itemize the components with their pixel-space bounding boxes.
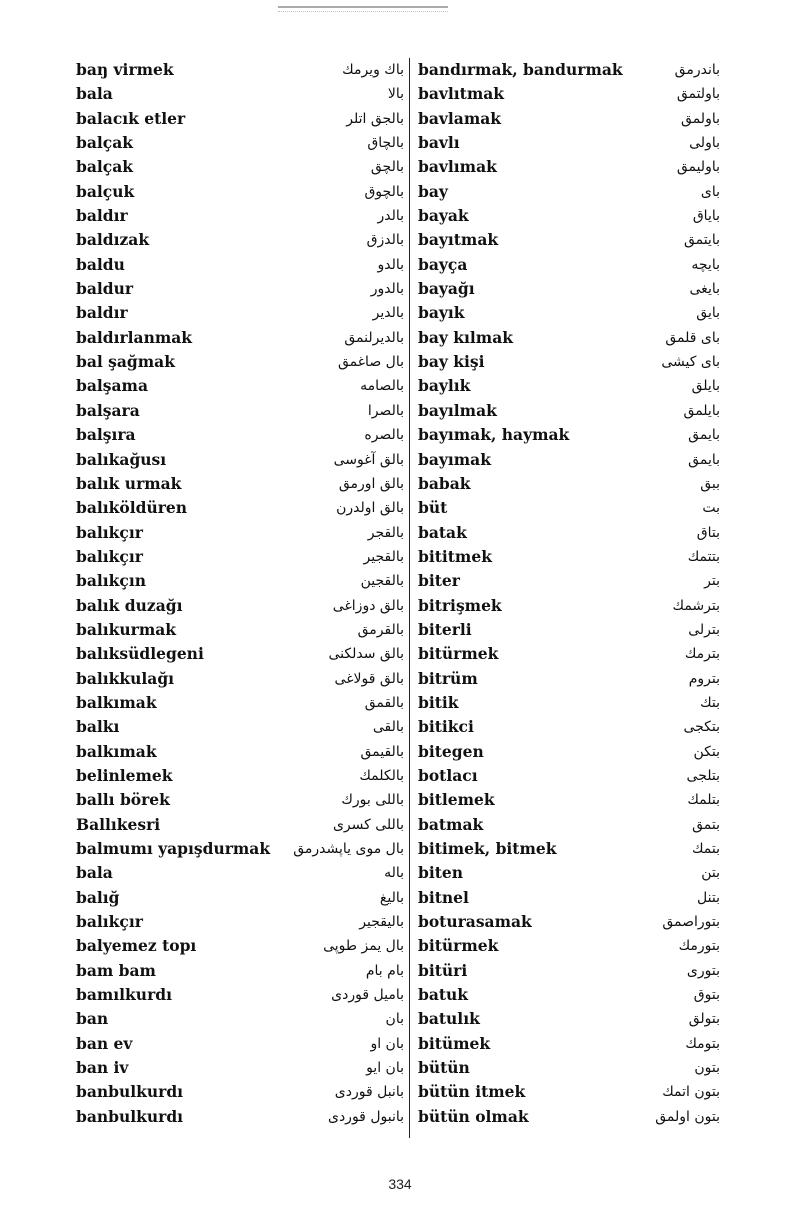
entry-row — [418, 668, 720, 692]
entry-transliteration: balıkağusı — [76, 449, 167, 469]
entry-ottoman-script: بالقيمق — [360, 743, 404, 760]
entry-ottoman-script: بايلق — [691, 378, 720, 395]
entry-transliteration: Ballıkesri — [76, 814, 161, 834]
entry-transliteration: bitlemek — [418, 790, 495, 810]
entry-row — [418, 254, 720, 278]
entry-row — [76, 156, 404, 180]
entry-ottoman-script: بتروم — [688, 670, 720, 687]
entry-ottoman-script: بتوری — [686, 962, 720, 979]
entry-row — [76, 108, 404, 132]
entry-transliteration: batulık — [418, 1009, 480, 1029]
entry-ottoman-script: باولی — [689, 135, 720, 152]
entry-transliteration: belinlemek — [76, 765, 173, 785]
entry-ottoman-script: باولتمق — [676, 86, 720, 103]
entry-transliteration: bala — [76, 84, 113, 104]
entry-row — [76, 473, 404, 497]
entry-ottoman-script: بالدر — [377, 208, 404, 225]
entry-row — [76, 862, 404, 886]
entry-row — [76, 205, 404, 229]
entry-ottoman-script: بتورمك — [678, 938, 720, 955]
entry-transliteration: bitegen — [418, 741, 484, 761]
entry-row — [418, 83, 720, 107]
entry-row — [418, 716, 720, 740]
entry-row — [76, 375, 404, 399]
entry-row — [418, 449, 720, 473]
entry-ottoman-script: بتك — [700, 694, 720, 711]
entry-ottoman-script: بايچه — [691, 256, 720, 273]
entry-transliteration: baylık — [418, 376, 471, 396]
entry-row — [418, 546, 720, 570]
entry-ottoman-script: بالقجير — [363, 548, 404, 565]
entry-row — [418, 327, 720, 351]
left-column — [76, 59, 404, 1130]
entry-transliteration: babak — [418, 473, 471, 493]
entry-ottoman-script: بايق — [696, 305, 720, 322]
entry-row — [418, 692, 720, 716]
entry-transliteration: botlacı — [418, 765, 478, 785]
entry-ottoman-script: باولمق — [681, 110, 720, 127]
entry-row — [76, 935, 404, 959]
entry-row — [76, 1106, 404, 1130]
entry-transliteration: baldır — [76, 303, 128, 323]
entry-ottoman-script: بالصره — [364, 427, 404, 444]
entry-row — [76, 254, 404, 278]
entry-row — [418, 497, 720, 521]
entry-row — [418, 984, 720, 1008]
entry-ottoman-script: بتمك — [691, 841, 720, 857]
entry-transliteration: baldızak — [76, 230, 150, 250]
page-number: 334 — [388, 1176, 412, 1192]
entry-ottoman-script: بتلجی — [686, 767, 720, 784]
entry-transliteration: ban iv — [76, 1058, 129, 1078]
entry-transliteration: balıköldüren — [76, 498, 188, 518]
entry-ottoman-script: بالچوق — [364, 183, 404, 200]
entry-row — [76, 887, 404, 911]
entry-transliteration: bavlı — [418, 133, 460, 153]
entry-transliteration: bitnel — [418, 887, 469, 907]
entry-row — [76, 1008, 404, 1032]
entry-row — [76, 83, 404, 107]
entry-row — [418, 351, 720, 375]
entry-row — [418, 205, 720, 229]
entry-ottoman-script: بالصامه — [360, 378, 404, 395]
entry-transliteration: biter — [418, 571, 460, 591]
entry-transliteration: bayılmak — [418, 400, 497, 420]
entry-row — [76, 643, 404, 667]
entry-ottoman-script: بتتمك — [687, 548, 720, 565]
entry-row — [418, 1008, 720, 1032]
entry-row — [76, 522, 404, 546]
entry-ottoman-script: بان ايو — [366, 1060, 404, 1077]
entry-row — [418, 838, 720, 862]
entry-transliteration: bay kılmak — [418, 327, 513, 347]
entry-row — [418, 741, 720, 765]
entry-ottoman-script: بالق آغوسی — [333, 451, 404, 468]
entry-transliteration: bay kişi — [418, 352, 485, 372]
entry-ottoman-script: باميل قوردی — [331, 987, 404, 1004]
entry-ottoman-script: باليقجير — [359, 914, 404, 931]
entry-ottoman-script: باليغ — [379, 889, 404, 906]
entry-transliteration: bitrişmek — [418, 595, 502, 615]
entry-ottoman-script: بالكلمك — [359, 767, 404, 784]
entry-transliteration: balıksüdlegeni — [76, 644, 204, 664]
entry-transliteration: batak — [418, 522, 467, 542]
entry-transliteration: bitüri — [418, 960, 468, 980]
entry-ottoman-script: باندرمق — [674, 62, 720, 78]
entry-ottoman-script: بتومك — [685, 1035, 720, 1052]
top-rule — [278, 6, 448, 12]
entry-ottoman-script: بتون اتمك — [662, 1084, 720, 1101]
entry-ottoman-script: بتولق — [688, 1011, 720, 1028]
entry-row — [76, 911, 404, 935]
entry-transliteration: balkımak — [76, 741, 157, 761]
entry-row — [76, 692, 404, 716]
entry-transliteration: bavlıtmak — [418, 84, 505, 104]
entry-ottoman-script: بتكجی — [683, 719, 720, 736]
entry-transliteration: balşama — [76, 376, 148, 396]
entry-transliteration: ban ev — [76, 1033, 133, 1053]
entry-row — [418, 1033, 720, 1057]
entry-row — [418, 814, 720, 838]
entry-transliteration: batmak — [418, 814, 484, 834]
entry-row — [76, 497, 404, 521]
entry-transliteration: balçuk — [76, 181, 135, 201]
entry-ottoman-script: بتمق — [692, 816, 720, 833]
entry-transliteration: biterli — [418, 619, 472, 639]
entry-row — [418, 156, 720, 180]
entry-transliteration: banbulkurdı — [76, 1082, 184, 1102]
entry-transliteration: balacık etler — [76, 108, 186, 128]
entry-transliteration: ban — [76, 1009, 109, 1029]
entry-ottoman-script: بايمق — [688, 451, 720, 468]
entry-row — [76, 400, 404, 424]
entry-transliteration: bayağı — [418, 279, 475, 299]
entry-transliteration: balığ — [76, 887, 120, 907]
entry-row — [418, 278, 720, 302]
entry-ottoman-script: بتون — [694, 1060, 720, 1077]
column-divider — [409, 58, 410, 1138]
entry-row — [76, 716, 404, 740]
entry-ottoman-script: بالق اورمق — [338, 475, 404, 492]
entry-transliteration: ballı börek — [76, 790, 170, 810]
entry-row — [76, 449, 404, 473]
entry-transliteration: bayak — [418, 206, 469, 226]
entry-transliteration: banbulkurdı — [76, 1106, 184, 1126]
entry-row — [76, 302, 404, 326]
entry-row — [76, 132, 404, 156]
entry-ottoman-script: بالق اولدرن — [336, 500, 404, 517]
entry-transliteration: bay — [418, 181, 448, 201]
entry-row — [76, 984, 404, 1008]
entry-transliteration: bitrüm — [418, 668, 478, 688]
entry-transliteration: balıkçır — [76, 522, 143, 542]
entry-transliteration: bayımak — [418, 449, 491, 469]
entry-transliteration: baldur — [76, 279, 134, 299]
entry-row — [418, 789, 720, 813]
entry-transliteration: bitik — [418, 692, 459, 712]
entry-transliteration: bavlımak — [418, 157, 497, 177]
entry-row — [418, 181, 720, 205]
entry-ottoman-script: بايلمق — [683, 402, 720, 419]
entry-transliteration: bayıtmak — [418, 230, 499, 250]
entry-ottoman-script: بتنل — [697, 889, 720, 906]
entry-ottoman-script: بای — [700, 183, 720, 200]
entry-transliteration: büt — [418, 498, 448, 518]
entry-ottoman-script: بای قلمق — [665, 329, 720, 346]
entry-ottoman-script: باك ويرمك — [342, 62, 404, 78]
entry-ottoman-script: بانبول قوردی — [327, 1108, 404, 1125]
entry-ottoman-script: بالديرلنمق — [344, 329, 404, 346]
entry-row — [418, 911, 720, 935]
right-column — [418, 59, 720, 1130]
entry-row — [76, 789, 404, 813]
entry-ottoman-script: بال موی یاپشدرمق — [293, 841, 404, 857]
entry-ottoman-script: بتر — [704, 573, 720, 590]
entry-row — [418, 887, 720, 911]
entry-row — [76, 1081, 404, 1105]
entry-ottoman-script: بالقی — [372, 719, 404, 736]
entry-ottoman-script: بان — [385, 1011, 404, 1028]
entry-ottoman-script: باللی بورك — [341, 792, 404, 809]
entry-row — [418, 1106, 720, 1130]
entry-ottoman-script: بالچاق — [367, 135, 404, 152]
entry-row — [76, 278, 404, 302]
entry-ottoman-script: بتلمك — [687, 792, 720, 809]
entry-transliteration: bütün itmek — [418, 1082, 526, 1102]
entry-transliteration: balık duzağı — [76, 595, 183, 615]
entry-row — [76, 741, 404, 765]
entry-ottoman-script: بتن — [701, 865, 720, 882]
entry-row — [418, 862, 720, 886]
entry-row — [76, 668, 404, 692]
entry-ottoman-script: باوليمق — [676, 159, 720, 176]
entry-ottoman-script: بای كيشی — [661, 354, 720, 371]
entry-transliteration: bamılkurdı — [76, 985, 172, 1005]
entry-row — [418, 570, 720, 594]
entry-row — [418, 522, 720, 546]
entry-transliteration: bütün — [418, 1058, 470, 1078]
entry-row — [418, 473, 720, 497]
entry-row — [418, 229, 720, 253]
entry-ottoman-script: بايتمق — [683, 232, 720, 249]
entry-row — [418, 375, 720, 399]
entry-transliteration: bitimek, bitmek — [418, 839, 557, 858]
entry-ottoman-script: بالجق اتلر — [346, 110, 404, 127]
entry-row — [418, 302, 720, 326]
entry-row — [76, 351, 404, 375]
entry-transliteration: biten — [418, 863, 464, 883]
entry-transliteration: balıkurmak — [76, 619, 177, 639]
entry-transliteration: balçak — [76, 133, 133, 153]
entry-ottoman-script: بالصرا — [367, 402, 404, 419]
entry-row — [76, 619, 404, 643]
entry-row — [418, 59, 720, 83]
entry-ottoman-script: بت — [702, 500, 720, 517]
entry-ottoman-script: بالق سدلكنی — [328, 646, 404, 663]
entry-ottoman-script: باله — [384, 865, 404, 882]
entry-ottoman-script: بترمك — [684, 646, 720, 663]
entry-ottoman-script: بالقجين — [360, 573, 404, 590]
entry-transliteration: balıkçır — [76, 912, 143, 932]
entry-row — [418, 424, 720, 448]
entry-ottoman-script: بايمق — [688, 427, 720, 444]
entry-row — [418, 935, 720, 959]
entry-transliteration: bayça — [418, 254, 468, 274]
entry-transliteration: bam bam — [76, 960, 156, 980]
entry-ottoman-script: بالق قولاغی — [334, 670, 404, 687]
entry-ottoman-script: بالدير — [372, 305, 404, 322]
entry-ottoman-script: بايغی — [689, 281, 720, 298]
entry-ottoman-script: بالق دوزاغی — [332, 597, 404, 614]
entry-row — [76, 424, 404, 448]
entry-ottoman-script: بالا — [387, 86, 404, 103]
entry-transliteration: bitikci — [418, 717, 474, 737]
entry-row — [76, 814, 404, 838]
entry-row — [418, 765, 720, 789]
entry-ottoman-script: بالدزق — [366, 232, 404, 249]
entry-ottoman-script: بال صاغمق — [337, 354, 404, 371]
entry-transliteration: balkı — [76, 717, 120, 737]
entry-transliteration: balçak — [76, 157, 133, 177]
entry-ottoman-script: بتوراصمق — [662, 914, 720, 931]
entry-transliteration: balkımak — [76, 692, 157, 712]
entry-ottoman-script: ببق — [700, 475, 720, 492]
entry-transliteration: bitürmek — [418, 644, 499, 664]
entry-transliteration: bandırmak, bandurmak — [418, 60, 623, 79]
entry-transliteration: bayımak, haymak — [418, 425, 570, 445]
entry-ottoman-script: بترلی — [688, 621, 720, 638]
entry-ottoman-script: بتكن — [693, 743, 720, 760]
entry-transliteration: balıkçır — [76, 546, 143, 566]
entry-transliteration: batuk — [418, 985, 469, 1005]
entry-row — [76, 1033, 404, 1057]
entry-row — [76, 229, 404, 253]
entry-ottoman-script: بالدو — [377, 256, 404, 273]
entry-ottoman-script: بالچق — [370, 159, 404, 176]
entry-transliteration: bayık — [418, 303, 465, 323]
entry-transliteration: balşara — [76, 400, 140, 420]
entry-transliteration: bütün olmak — [418, 1106, 529, 1126]
entry-transliteration: baŋ virmek — [76, 60, 174, 79]
entry-transliteration: bavlamak — [418, 108, 502, 128]
entry-transliteration: balıkçın — [76, 571, 146, 591]
entry-transliteration: balıkkulağı — [76, 668, 175, 688]
entry-ottoman-script: بالقمق — [364, 694, 404, 711]
entry-row — [418, 1081, 720, 1105]
entry-transliteration: bal şağmak — [76, 352, 175, 372]
entry-transliteration: boturasamak — [418, 912, 532, 932]
entry-row — [418, 960, 720, 984]
entry-ottoman-script: بان او — [370, 1035, 404, 1052]
entry-transliteration: balyemez topı — [76, 936, 197, 956]
entry-ottoman-script: باياق — [692, 208, 720, 225]
entry-ottoman-script: بالقجر — [367, 524, 404, 541]
entry-transliteration: bitürmek — [418, 936, 499, 956]
entry-row — [418, 108, 720, 132]
entry-ottoman-script: باللی كسری — [332, 816, 404, 833]
entry-ottoman-script: بترشمك — [672, 597, 720, 614]
entry-ottoman-script: بالدور — [370, 281, 404, 298]
entry-ottoman-script: بانبل قوردی — [334, 1084, 404, 1101]
entry-row — [76, 765, 404, 789]
entry-transliteration: bitümek — [418, 1033, 491, 1053]
entry-row — [418, 619, 720, 643]
entry-ottoman-script: بتوق — [693, 987, 720, 1004]
entry-transliteration: balmumı yapışdurmak — [76, 839, 271, 858]
entry-ottoman-script: بام بام — [365, 962, 404, 979]
entry-row — [418, 643, 720, 667]
entry-ottoman-script: بتاق — [696, 524, 720, 541]
entry-row — [76, 595, 404, 619]
entry-ottoman-script: بتون اولمق — [655, 1108, 720, 1125]
entry-transliteration: balık urmak — [76, 473, 182, 493]
entry-row — [418, 595, 720, 619]
entry-row — [418, 132, 720, 156]
entry-transliteration: baldırlanmak — [76, 327, 193, 347]
entry-transliteration: baldır — [76, 206, 128, 226]
entry-row — [76, 1057, 404, 1081]
entry-row — [418, 1057, 720, 1081]
entry-row — [76, 327, 404, 351]
entry-transliteration: bala — [76, 863, 113, 883]
entry-row — [76, 181, 404, 205]
entry-transliteration: bititmek — [418, 546, 492, 566]
entry-transliteration: baldu — [76, 254, 125, 274]
entry-ottoman-script: بال يمز طوپی — [323, 938, 404, 955]
entry-row — [76, 570, 404, 594]
entry-row — [76, 59, 404, 83]
entry-row — [76, 838, 404, 862]
entry-transliteration: balşıra — [76, 425, 136, 445]
entry-row — [76, 546, 404, 570]
entry-row — [76, 960, 404, 984]
entry-row — [418, 400, 720, 424]
entry-ottoman-script: بالقرمق — [357, 621, 404, 638]
